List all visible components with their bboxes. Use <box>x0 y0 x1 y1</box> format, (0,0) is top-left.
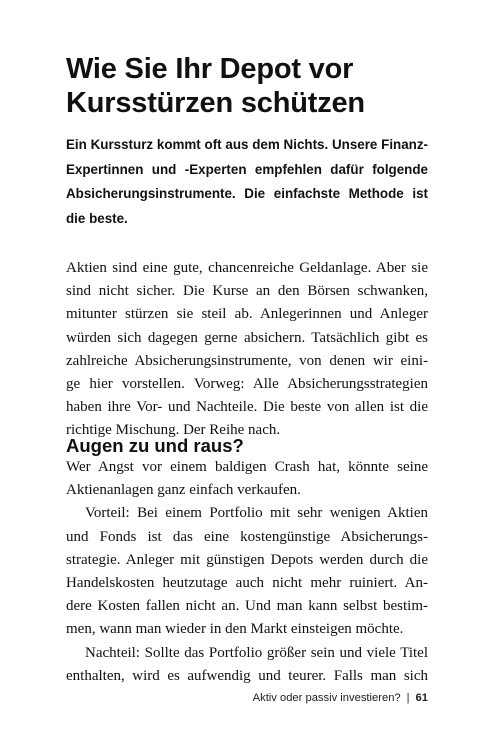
text-line: zahlreiche Absicherungsinstrumente, von denen wir eini- <box>66 352 428 369</box>
text-line: richtige Mischung. Der Reihe nach. <box>66 422 281 439</box>
text-line: Aktienanlagen ganz einfach verkaufen. <box>66 482 301 499</box>
text-line: würden sich dagegen gerne absichern. Tatsächlich gibt es <box>66 329 428 346</box>
title-line: Wie Sie Ihr Depot vor <box>66 53 354 85</box>
text-line: strategie. Anleger mit günstigen Depots werden durch die <box>66 551 428 568</box>
text-line: mitunter stürzen sie steil ab. Anlegerinnen und Anleger <box>66 306 428 323</box>
text-line: ge hier vorstellen. Vorweg: Alle Absicherungsstrategien <box>66 376 428 393</box>
title-line: Kursstürzen schützen <box>66 87 365 119</box>
text-line: sind nicht sicher. Die Kurse an den Börsen schwanken, <box>66 283 428 300</box>
text-line: Nachteil: Sollte das Portfolio größer sein und viele Titel <box>85 644 428 661</box>
lead-line: Expertinnen und -Experten empfehlen dafür folgende <box>66 161 428 177</box>
text-line: und Fonds ist das eine kostengünstige Absicherungs- <box>66 528 428 545</box>
text-line: Handelskosten heutzutage auch nicht mehr ruiniert. An- <box>66 575 428 592</box>
text-line: Vorteil: Bei einem Portfolio mit sehr wenigen Aktien <box>85 505 428 522</box>
lead-line: Absicherungsinstrumente. Die einfachste Methode ist <box>66 186 428 202</box>
text-line: enthalten, wird es aufwendig und teurer. Falls man sich <box>66 667 428 684</box>
text-line: haben ihre Vor- und Nachteile. Die beste von allen ist die <box>66 399 428 416</box>
page-title <box>66 52 446 120</box>
running-title: Aktiv oder passiv investieren? <box>252 692 401 704</box>
page-footer <box>253 690 428 706</box>
text-line: dere Kosten fallen nicht an. Und man kann selbst bestim- <box>66 598 428 615</box>
footer-separator: | <box>406 692 410 704</box>
section-body <box>66 456 428 688</box>
lead-line: die beste. <box>66 210 128 226</box>
text-line: men, wann man wieder in den Markt einsteigen möchte. <box>66 621 404 638</box>
lead-paragraph <box>66 133 428 231</box>
text-line: Aktien sind eine gute, chancenreiche Geldanlage. Aber sie <box>66 260 428 276</box>
page-number: 61 <box>415 692 428 704</box>
lead-line: Ein Kurssturz kommt oft aus dem Nichts. Unsere Finanz- <box>66 137 428 152</box>
section-heading: Augen zu und raus? <box>66 435 244 456</box>
text-line: Wer Angst vor einem baldigen Crash hat, könnte seine <box>66 459 428 475</box>
intro-paragraph <box>66 257 428 443</box>
